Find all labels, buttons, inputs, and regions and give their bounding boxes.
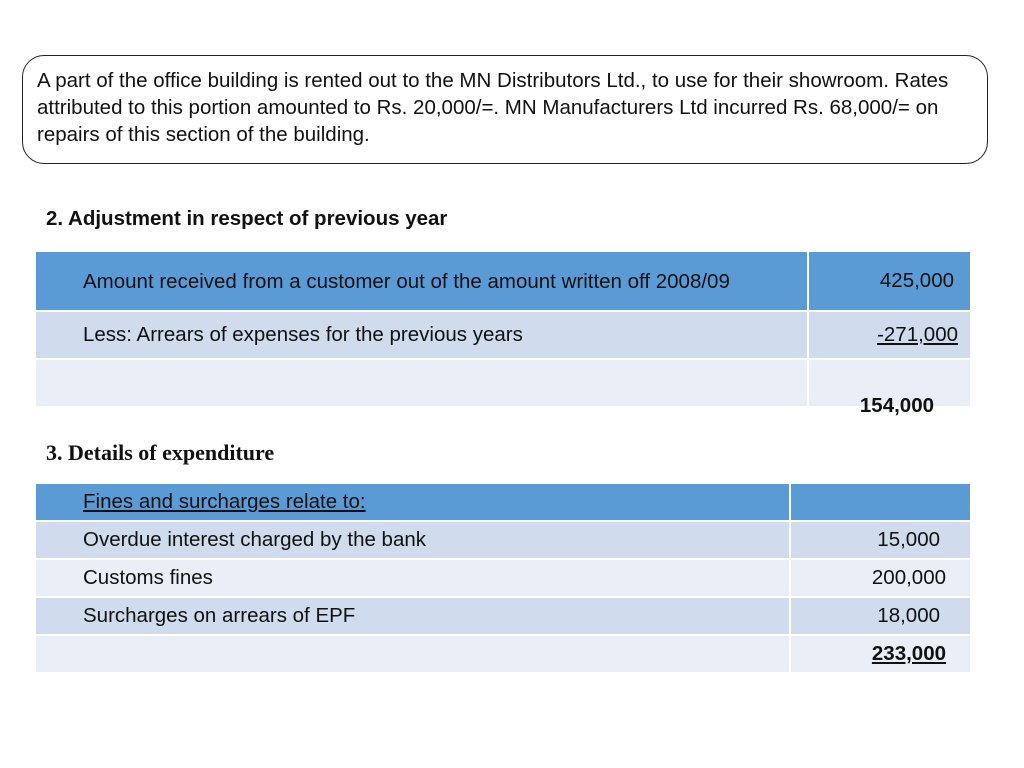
expenditure-details-table	[36, 484, 970, 674]
table-cell-value	[791, 636, 970, 674]
row-value: 425,000	[879, 269, 954, 292]
table-row	[36, 522, 970, 560]
row-value: -271,000	[877, 323, 958, 346]
row-total: 233,000	[871, 642, 946, 665]
row-total: 154,000	[859, 394, 934, 417]
section-2-heading: 2. Adjustment in respect of previous year	[46, 207, 448, 230]
table-cell-label	[36, 522, 791, 560]
table-cell-value	[809, 360, 970, 417]
table-cell-value	[791, 522, 970, 560]
table-row	[36, 312, 970, 360]
section-3-heading: 3. Details of expenditure	[46, 440, 275, 465]
row-value: 15,000	[877, 528, 940, 551]
table-row	[36, 252, 970, 312]
table-row	[36, 598, 970, 636]
table-row	[36, 560, 970, 598]
row-label: Overdue interest charged by the bank	[83, 528, 427, 551]
table-cell-label	[36, 560, 791, 598]
table-row	[36, 484, 970, 522]
table-cell-label	[36, 252, 809, 312]
table-cell-label	[36, 360, 809, 408]
table-row	[36, 636, 970, 674]
row-label: Amount received from a customer out of the amount written off 2008/09	[83, 269, 730, 293]
table-cell-value	[791, 560, 970, 598]
table-cell-value	[809, 312, 970, 360]
note-text: A part of the office building is rented out to the MN Distributors Ltd., to use for their showroom. Rates attributed to this portion amounted to Rs. 20,000/=. MN Manufacturers Ltd incurred Rs. 68,000/= on repairs of this section of the building.	[37, 69, 949, 146]
table-cell-value	[809, 252, 970, 312]
row-value: 200,000	[871, 566, 946, 589]
table-row	[36, 360, 970, 408]
row-label: Customs fines	[83, 566, 213, 589]
table-cell-value	[791, 484, 970, 522]
table-cell-label	[36, 636, 791, 674]
note-callout	[22, 55, 988, 164]
table-cell-label	[36, 312, 809, 360]
row-label: Fines and surcharges relate to:	[83, 490, 366, 513]
row-label: Surcharges on arrears of EPF	[83, 604, 356, 627]
table-cell-label	[36, 598, 791, 636]
row-label: Less: Arrears of expenses for the previous years	[83, 323, 523, 346]
row-value: 18,000	[877, 604, 940, 627]
table-cell-value	[791, 598, 970, 636]
previous-year-adjustment-table	[36, 252, 970, 417]
table-cell-label	[36, 484, 791, 522]
